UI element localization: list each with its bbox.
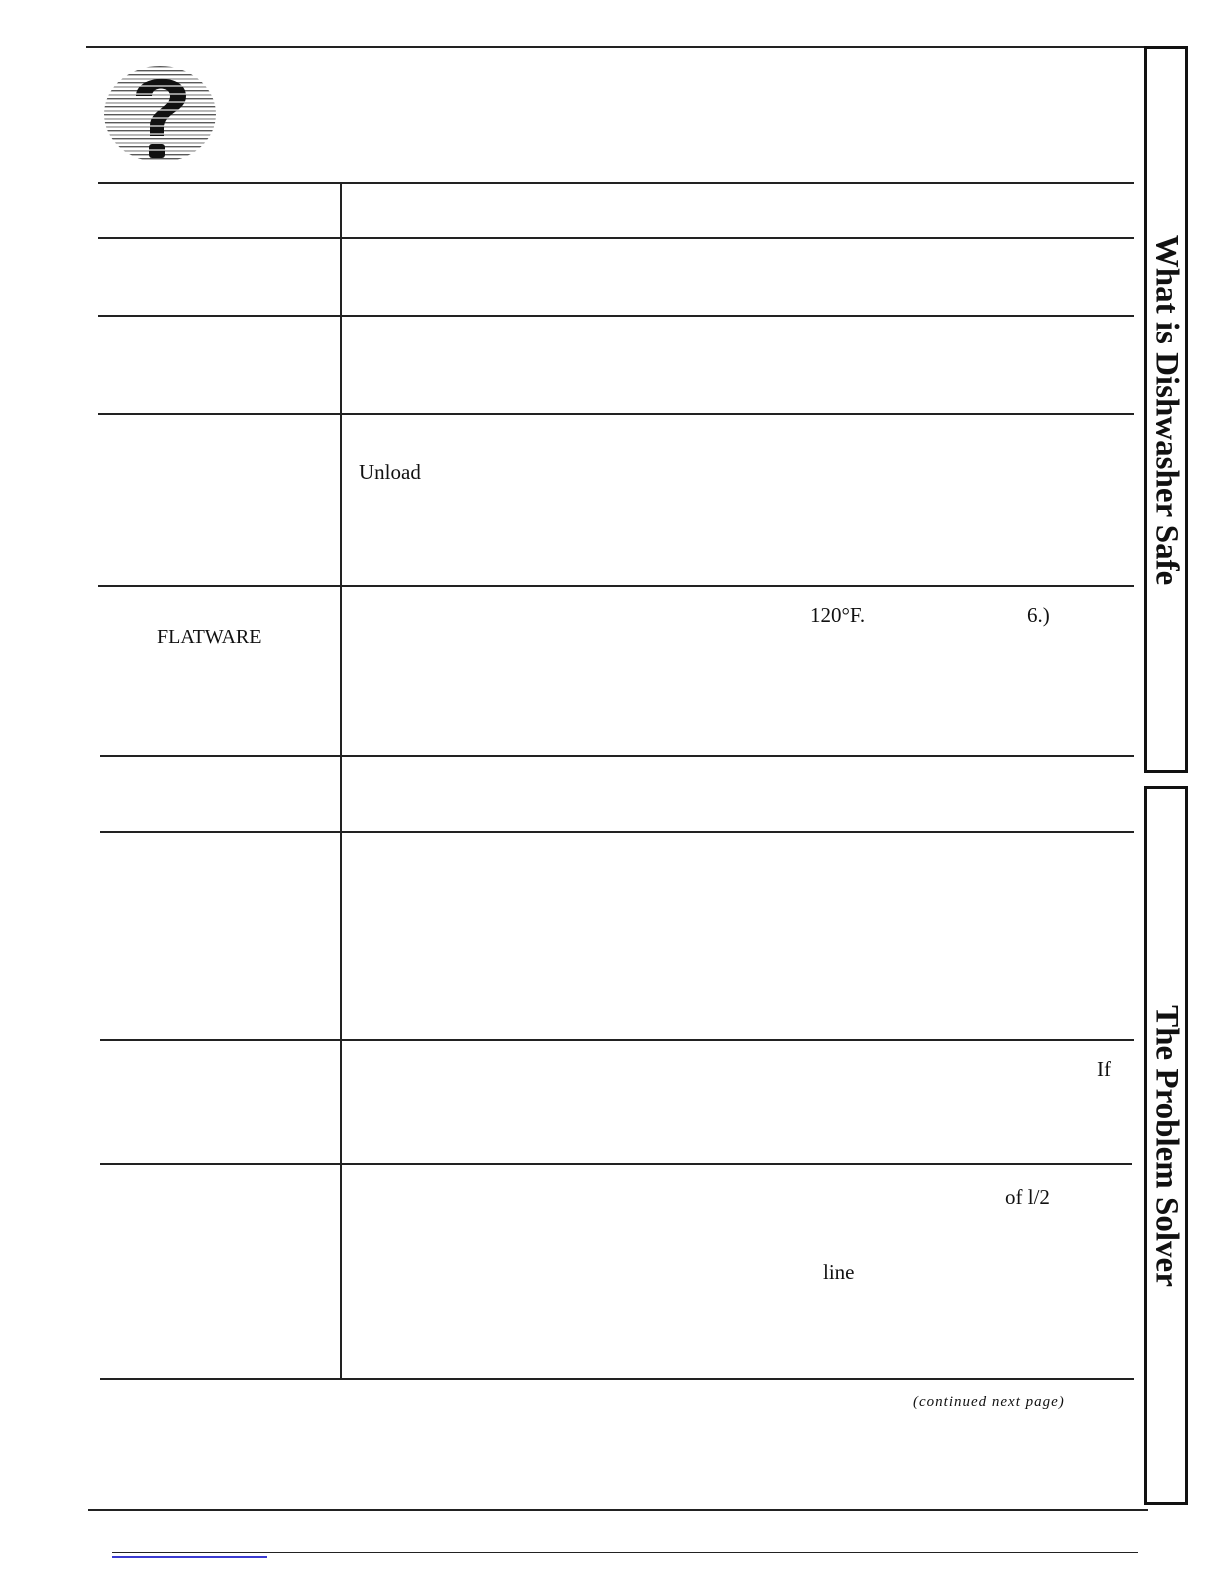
tab-problem-solver[interactable]: [1144, 786, 1188, 1505]
row-flatware-temperature: 120°F.: [810, 603, 866, 627]
table-rule: [100, 755, 1134, 757]
row-if-text: If: [1097, 1057, 1111, 1081]
bottom-rule: [88, 1509, 1148, 1511]
table-rule: [98, 585, 1134, 587]
table-column-divider: [340, 182, 342, 1378]
tab-label-problem-solver: The Problem Solver: [1148, 1004, 1185, 1287]
footer-link-line: [112, 1556, 267, 1558]
row-unload-text: Unload: [359, 460, 421, 484]
row-flatware-page-ref: 6.): [1027, 603, 1050, 627]
question-mark-icon: [100, 62, 222, 166]
row-flatware-label: FLATWARE: [157, 626, 262, 648]
tab-what-is-dishwasher-safe[interactable]: [1144, 46, 1188, 773]
top-rule: [86, 46, 1148, 48]
table-rule: [98, 413, 1134, 415]
table-rule: [98, 237, 1134, 239]
table-rule: [100, 831, 1134, 833]
table-rule: [98, 315, 1134, 317]
row-fraction-text: of l/2: [1005, 1185, 1050, 1209]
footer-rule: [112, 1552, 1138, 1553]
table-rule: [100, 1039, 1134, 1041]
table-rule: [98, 182, 1134, 184]
table-rule: [100, 1163, 1132, 1165]
table-rule: [100, 1378, 1134, 1380]
row-line-text: line: [823, 1260, 855, 1284]
tab-label-dishwasher-safe: What is Dishwasher Safe: [1148, 234, 1185, 585]
continued-next-page-note: (continued next page): [913, 1394, 1065, 1410]
